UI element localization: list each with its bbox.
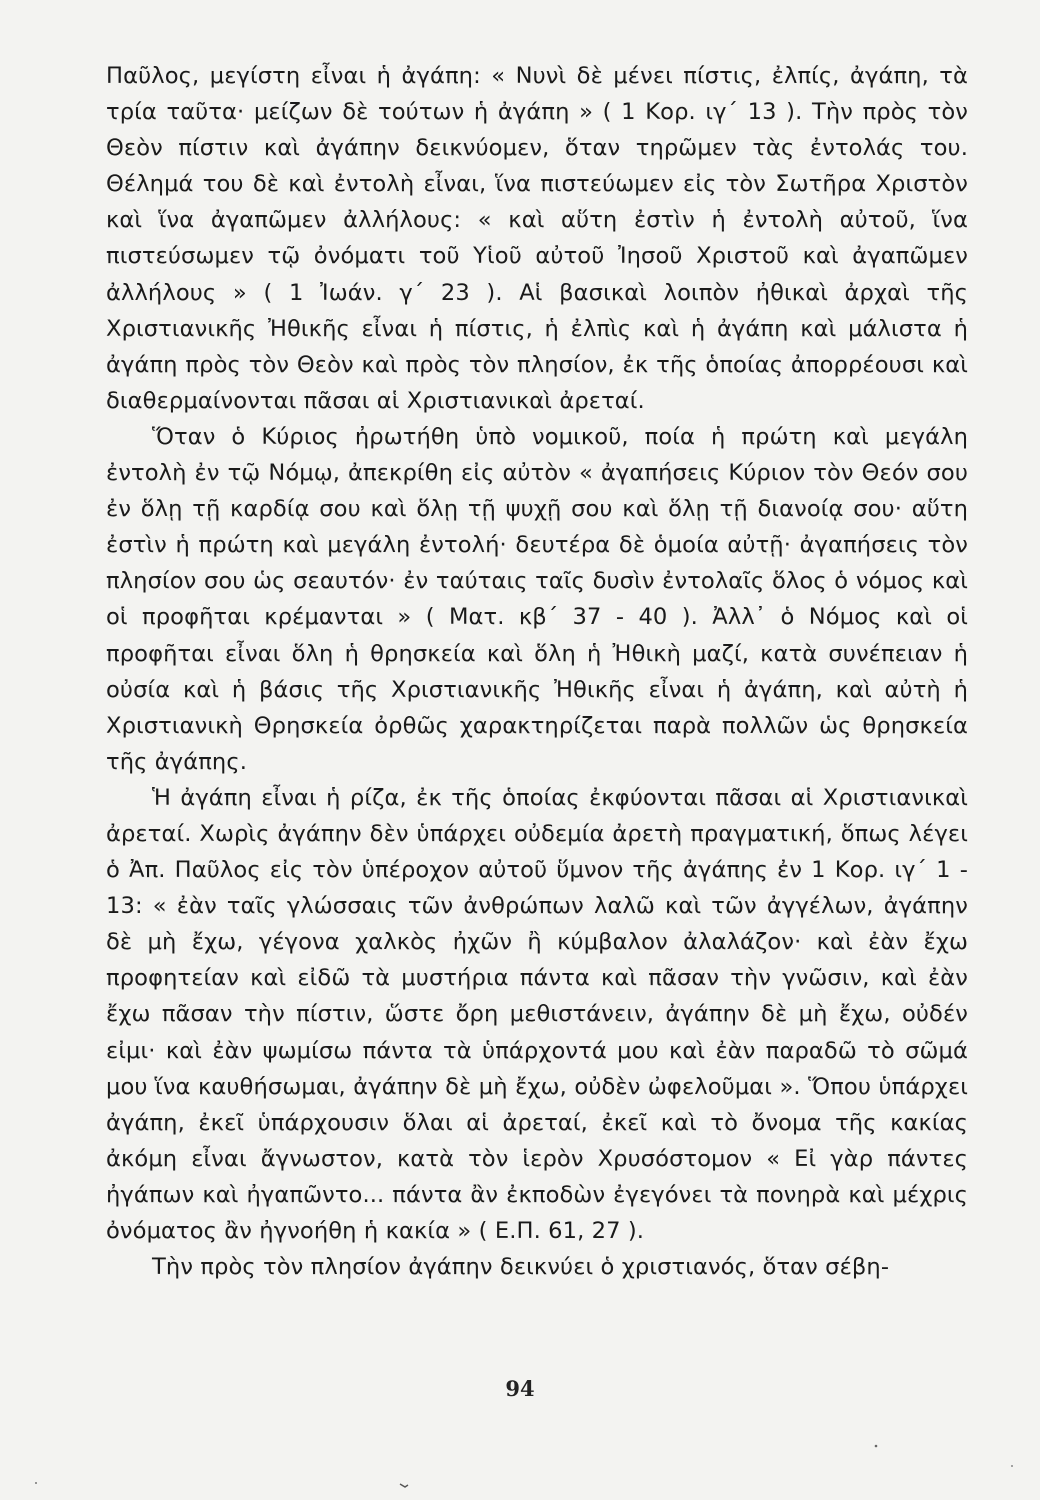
- paragraph-2: Ὅταν ὁ Κύριος ἠρωτήθη ὑπὸ νομικοῦ, ποία ἡ πρώτη καὶ μεγάλη ἐντολὴ ἐν τῷ Νόμῳ, ἀπεκρίθη εἰς αὐτὸν « ἀγαπήσεις Κύριον τὸν Θεόν σου ἐν ὅλῃ τῇ καρδίᾳ σου καὶ ὅλῃ τῇ ψυχῇ σου καὶ ὅλῃ τῇ διανοίᾳ σου· αὕτη ἐστὶν ἡ πρώτη καὶ μεγάλη ἐντολή· δευτέρα δὲ ὁμοία αὐτῇ· ἀγαπήσεις τὸν πλησίον σου ὡς σεαυτόν· ἐν ταύταις ταῖς δυσὶν ἐντολαῖς ὅλος ὁ νόμος καὶ οἱ προφῆται κρέμανται » ( Ματ. κβ΄ 37 - 40 ). Ἀλλ᾽ ὁ Νόμος καὶ οἱ προφῆται εἶναι ὅλη ἡ θρησκεία καὶ ὅλη ἡ Ἠθικὴ μαζί, κατὰ συνέπειαν ἡ οὐσία καὶ ἡ βάσις τῆς Χριστιανικῆς Ἠθικῆς εἶναι ἡ ἀγάπη, καὶ αὐτὴ ἡ Χριστιανικὴ Θρησκεία ὀρθῶς χαρακτηρίζεται παρὰ πολλῶν ὡς θρησκεία τῆς ἀγάπης.: [106, 423, 968, 775]
- speck-dot: [1011, 1465, 1013, 1467]
- paragraph-4: Τὴν πρὸς τὸν πλησίον ἀγάπην δεικνύει ὁ χριστιανός, ὅταν σέβη-: [152, 1254, 890, 1281]
- page-number: 94: [505, 1376, 535, 1401]
- speck-dot: [875, 1445, 878, 1448]
- paragraph-1: Παῦλος, μεγίστη εἶναι ἡ ἀγάπη: « Νυνὶ δὲ μένει πίστις, ἐλπίς, ἀγάπη, τὰ τρία ταῦτα· μείζων δὲ τούτων ἡ ἀγάπη » ( 1 Κορ. ιγ΄ 13 ). Τὴν πρὸς τὸν Θεὸν πίστιν καὶ ἀγάπην δεικνύομεν, ὅταν τηρῶμεν τὰς ἐντολάς του. Θέλημά του δὲ καὶ ἐντολὴ εἶναι, ἵνα πιστεύωμεν εἰς τὸν Σωτῆρα Χριστὸν καὶ ἵνα ἀγαπῶμεν ἀλλήλους: « καὶ αὕτη ἐστὶν ἡ ἐντολὴ αὐτοῦ, ἵνα πιστεύσωμεν τῷ ὀνόματι τοῦ Υἱοῦ αὐτοῦ Ἰησοῦ Χριστοῦ καὶ ἀγαπῶμεν ἀλλήλους » ( 1 Ἰωάν. γ΄ 23 ). Αἱ βασικαὶ λοιπὸν ἠθικαὶ ἀρχαὶ τῆς Χριστιανικῆς Ἠθικῆς εἶναι ἡ πίστις, ἡ ἐλπὶς καὶ ἡ ἀγάπη καὶ μάλιστα ἡ ἀγάπη πρὸς τὸν Θεὸν καὶ πρὸς τὸν πλησίον, ἐκ τῆς ὁποίας ἀπορρέουσι καὶ διαθερμαίνονται πᾶσαι αἱ Χριστιανικαὶ ἀρεταί.: [106, 63, 968, 414]
- body-text: [106, 58, 968, 1285]
- paragraph-3: Ἡ ἀγάπη εἶναι ἡ ρίζα, ἐκ τῆς ὁποίας ἐκφύονται πᾶσαι αἱ Χριστιανικαὶ ἀρεταί. Χωρὶς ἀγάπην δὲν ὑπάρχει οὐδεμία ἀρετὴ πραγματική, ὅπως λέγει ὁ Ἀπ. Παῦλος εἰς τὸν ὑπέροχον αὐτοῦ ὕμνον τῆς ἀγάπης ἐν 1 Κορ. ιγ΄ 1 - 13: « ἐὰν ταῖς γλώσσαις τῶν ἀνθρώπων λαλῶ καὶ τῶν ἀγγέλων, ἀγάπην δὲ μὴ ἔχω, γέγονα χαλκὸς ἠχῶν ἢ κύμβαλον ἀλαλάζον· καὶ ἐὰν ἔχω προφητείαν καὶ εἰδῶ τὰ μυστήρια πάντα καὶ πᾶσαν τὴν γνῶσιν, καὶ ἐὰν ἔχω πᾶσαν τὴν πίστιν, ὥστε ὄρη μεθιστάνειν, ἀγάπην δὲ μὴ ἔχω, οὐδέν εἰμι· καὶ ἐὰν ψωμίσω πάντα τὰ ὑπάρχοντά μου καὶ ἐὰν παραδῶ τὸ σῶμά μου ἵνα καυθήσωμαι, ἀγάπην δὲ μὴ ἔχω, οὐδὲν ὠφελοῦμαι ». Ὅπου ὑπάρχει ἀγάπη, ἐκεῖ ὑπάρχουσιν ὅλαι αἱ ἀρεταί, ἐκεῖ καὶ τὸ ὄνομα τῆς κακίας ἀκόμη εἶναι ἄγνωστον, κατὰ τὸν ἱερὸν Χρυσόστομον « Εἰ γὰρ πάντες ἠγάπων καὶ ἠγαπῶντο... πάντα ἂν ἐκποδὼν ἐγεγόνει τὰ πονηρὰ καὶ μέχρις ὀνόματος ἂν ἠγνοήθη ἡ κακία » ( Ε.Π. 61, 27 ).: [106, 784, 968, 1244]
- speck-dot: [35, 1482, 37, 1484]
- speck-mark: [400, 1484, 408, 1487]
